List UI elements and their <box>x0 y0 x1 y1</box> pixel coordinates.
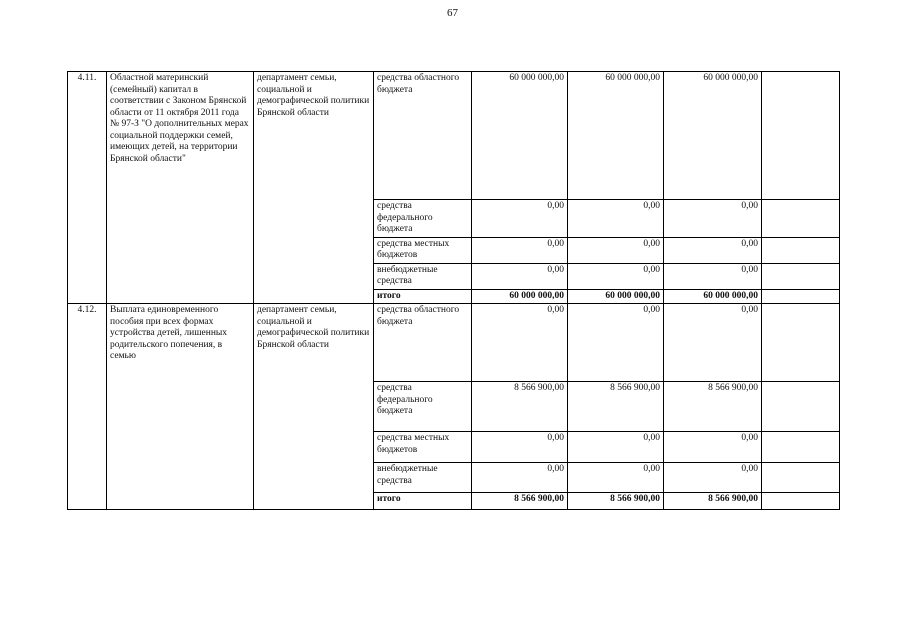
item-number: 4.11. <box>68 72 107 304</box>
source-label: средства федерального бюджета <box>374 382 472 432</box>
amount-cell: 0,00 <box>472 263 568 289</box>
total-label: итого <box>374 493 472 510</box>
amount-cell: 0,00 <box>568 432 664 463</box>
amount-cell: 0,00 <box>568 463 664 493</box>
empty-cell <box>762 72 840 200</box>
total-amount: 8 566 900,00 <box>664 493 762 510</box>
amount-cell: 0,00 <box>568 304 664 382</box>
item-number: 4.12. <box>68 304 107 510</box>
amount-cell: 0,00 <box>664 463 762 493</box>
amount-cell: 8 566 900,00 <box>664 382 762 432</box>
amount-cell: 0,00 <box>664 200 762 238</box>
amount-cell: 60 000 000,00 <box>664 72 762 200</box>
amount-cell: 0,00 <box>472 304 568 382</box>
total-amount: 8 566 900,00 <box>472 493 568 510</box>
total-amount: 8 566 900,00 <box>568 493 664 510</box>
empty-cell <box>762 263 840 289</box>
amount-cell: 0,00 <box>472 463 568 493</box>
total-amount: 60 000 000,00 <box>472 289 568 304</box>
empty-cell <box>762 304 840 382</box>
amount-cell: 8 566 900,00 <box>568 382 664 432</box>
source-label: средства федерального бюджета <box>374 200 472 238</box>
empty-cell <box>762 493 840 510</box>
empty-cell <box>762 463 840 493</box>
table-row <box>68 304 840 382</box>
amount-cell: 0,00 <box>664 237 762 263</box>
amount-cell: 0,00 <box>568 200 664 238</box>
amount-cell: 0,00 <box>568 237 664 263</box>
amount-cell: 0,00 <box>472 432 568 463</box>
page-number: 67 <box>447 7 458 19</box>
source-label: внебюджетные средства <box>374 263 472 289</box>
amount-cell: 0,00 <box>664 432 762 463</box>
source-label: средства местных бюджетов <box>374 432 472 463</box>
amount-cell: 0,00 <box>472 200 568 238</box>
source-label: средства областного бюджета <box>374 72 472 200</box>
amount-cell: 60 000 000,00 <box>568 72 664 200</box>
amount-cell: 0,00 <box>568 263 664 289</box>
source-label: средства областного бюджета <box>374 304 472 382</box>
total-label: итого <box>374 289 472 304</box>
item-name: Областной материнский (семейный) капитал в соответствии с Законом Брянской области от 11 октября 2011 года № 97-З "О дополнительных мерах социальной поддержки семей, имеющих детей, на территории Брянской области" <box>107 72 254 304</box>
empty-cell <box>762 432 840 463</box>
total-amount: 60 000 000,00 <box>664 289 762 304</box>
empty-cell <box>762 289 840 304</box>
source-label: внебюджетные средства <box>374 463 472 493</box>
amount-cell: 0,00 <box>664 263 762 289</box>
amount-cell: 0,00 <box>472 237 568 263</box>
amount-cell: 8 566 900,00 <box>472 382 568 432</box>
amount-cell: 60 000 000,00 <box>472 72 568 200</box>
item-executor: департамент семьи, социальной и демографической политики Брянской области <box>254 72 374 304</box>
empty-cell <box>762 382 840 432</box>
item-executor: департамент семьи, социальной и демографической политики Брянской области <box>254 304 374 510</box>
source-label: средства местных бюджетов <box>374 237 472 263</box>
empty-cell <box>762 237 840 263</box>
budget-table <box>67 71 840 510</box>
total-amount: 60 000 000,00 <box>568 289 664 304</box>
item-name: Выплата единовременного пособия при всех формах устройства детей, лишенных родительского попечения, в семью <box>107 304 254 510</box>
empty-cell <box>762 200 840 238</box>
table-row <box>68 72 840 200</box>
amount-cell: 0,00 <box>664 304 762 382</box>
